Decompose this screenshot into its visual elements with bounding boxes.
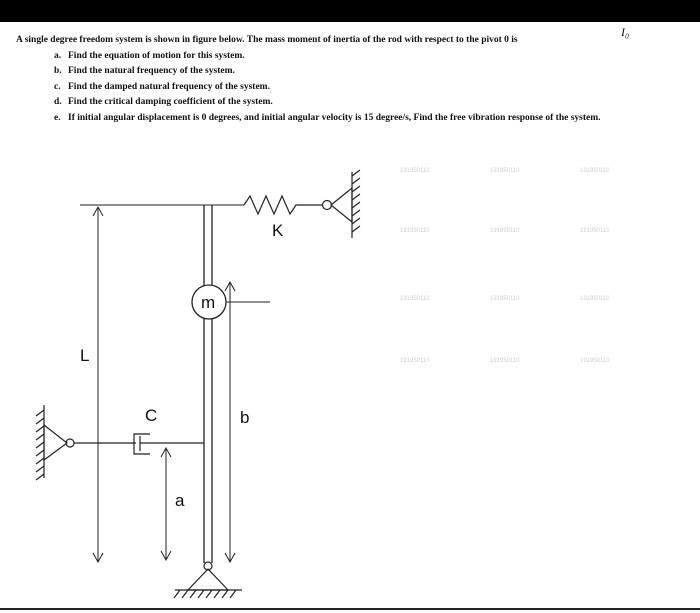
spring-label: K	[272, 221, 284, 240]
watermark: 191950110	[580, 228, 610, 234]
mass-label: m	[201, 293, 216, 312]
question-text: Find the damped natural frequency of the system.	[68, 81, 270, 92]
watermark: 191950110	[400, 358, 430, 364]
rod	[204, 205, 212, 563]
question-letter: b.	[54, 66, 62, 76]
mass-distance-label: b	[240, 408, 250, 427]
watermark-group	[400, 168, 610, 364]
question-text: Find the critical damping coefficient of the system.	[68, 97, 273, 107]
right-pivot-support	[323, 170, 361, 238]
watermark: 191950110	[490, 228, 520, 234]
bottom-border	[0, 608, 700, 610]
length-label: L	[80, 346, 90, 365]
inertia-symbol: I₀	[621, 25, 630, 39]
left-pivot-support	[36, 405, 74, 480]
watermark: 191950110	[490, 358, 520, 364]
question-letter: e.	[54, 112, 61, 123]
watermark: 191950110	[400, 228, 430, 234]
bottom-pivot-support	[174, 562, 242, 598]
damper-distance-label: a	[175, 491, 185, 510]
question-letter: d.	[54, 97, 62, 107]
watermark: 191950110	[580, 168, 610, 174]
question-text: If initial angular displacement is 0 degrees, and initial angular velocity is 15 degree/s, Find the free vibration response of the system.	[68, 112, 601, 123]
problem-intro: A single degree freedom system is shown in figure below. The mass moment of inertia of the rod with respect to the pivot 0 is	[16, 35, 518, 45]
watermark: 191950110	[580, 358, 610, 364]
question-text: Find the equation of motion for this system.	[68, 50, 245, 61]
damper-label: C	[145, 406, 158, 425]
mass-distance-dimension	[225, 282, 235, 562]
question-letter: c.	[54, 81, 61, 92]
watermark: 191950110	[490, 168, 520, 174]
spring	[244, 196, 322, 214]
watermark: 191950110	[490, 296, 520, 302]
question-text: Find the natural frequency of the system.	[68, 66, 235, 76]
length-dimension	[93, 207, 103, 562]
watermark: 191950110	[400, 168, 430, 174]
watermark: 191950110	[400, 296, 430, 302]
damper	[74, 434, 204, 454]
question-letter: a.	[54, 50, 62, 61]
watermark: 191950110	[580, 296, 610, 302]
damper-distance-dimension	[161, 448, 171, 560]
